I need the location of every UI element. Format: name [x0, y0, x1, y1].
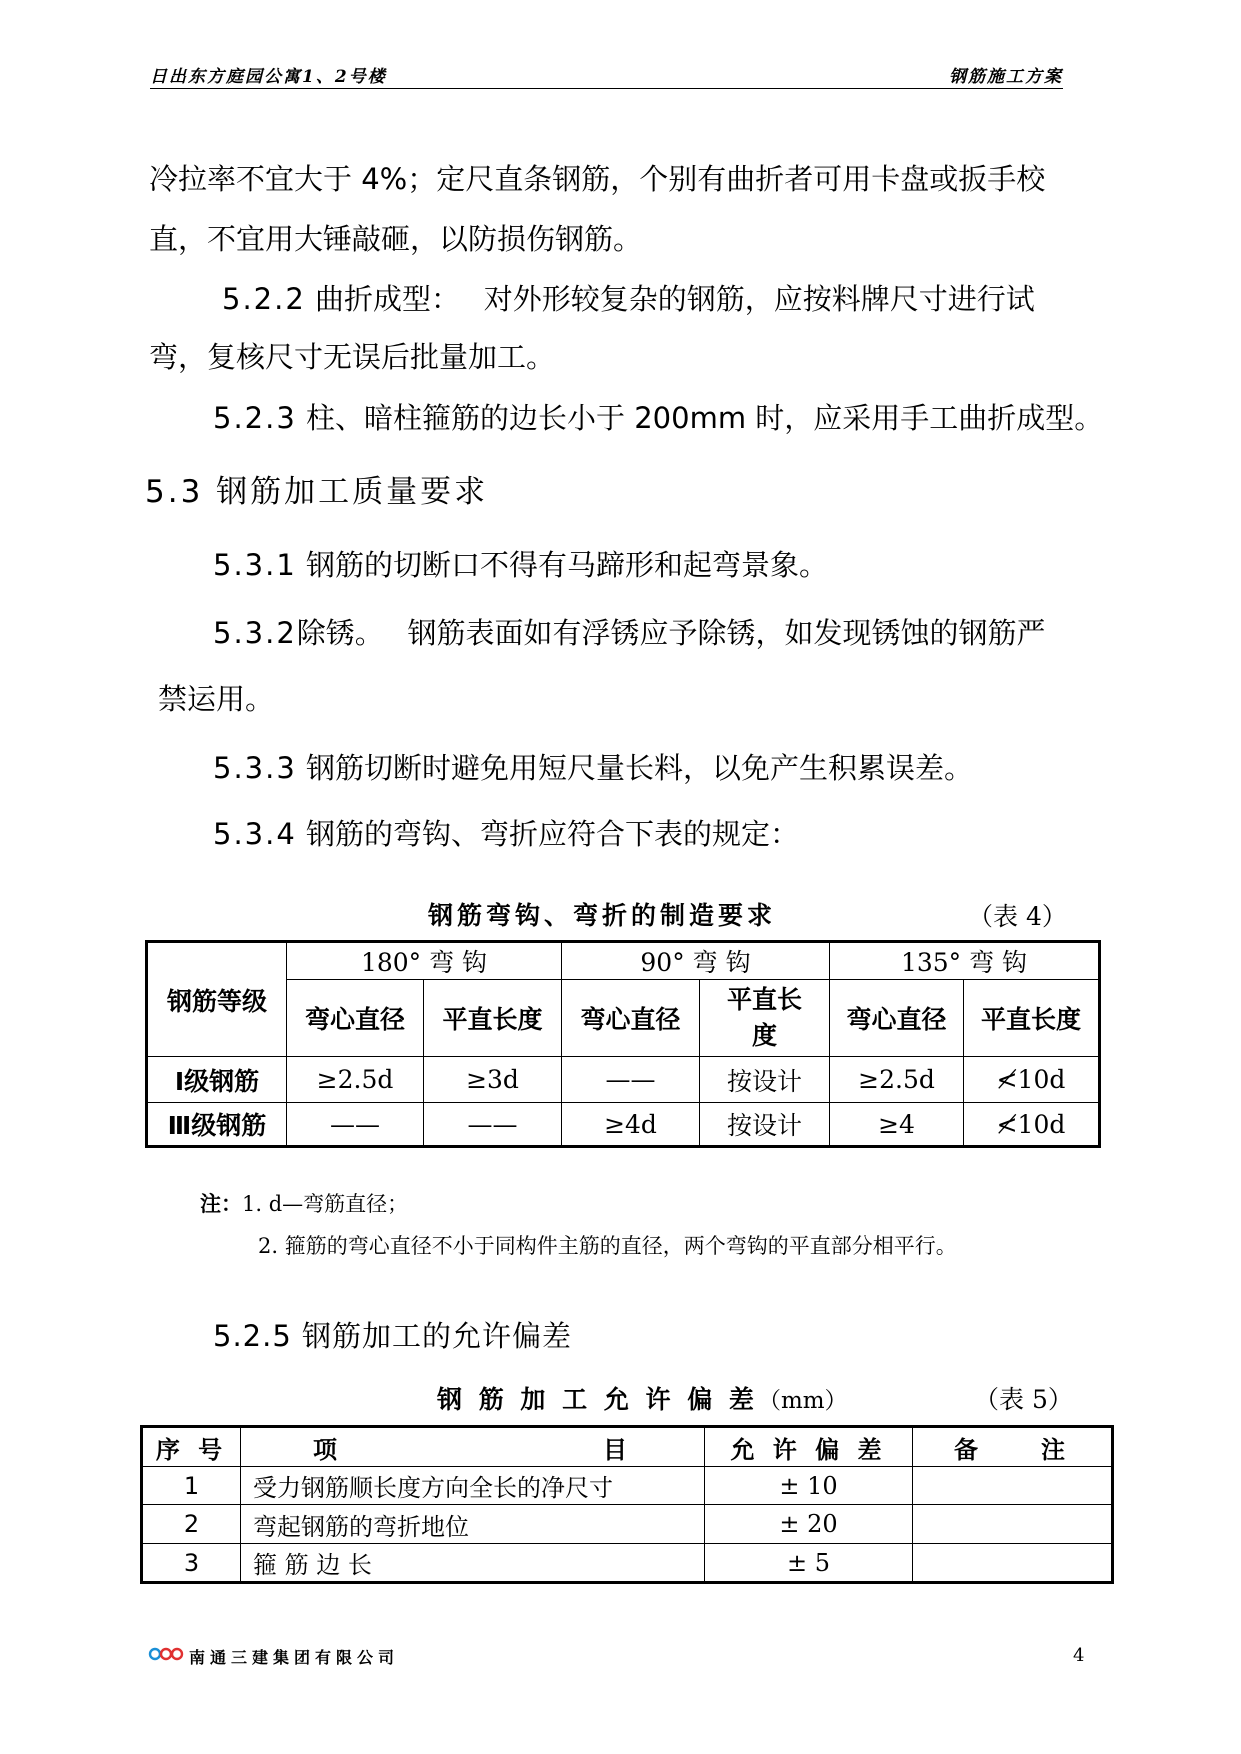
section-number: 5.3.1	[213, 548, 297, 582]
section-5-2-5: 5.2.5 钢筋加工的允许偏差	[213, 1319, 573, 1353]
column-header: 允 许 偏 差	[705, 1427, 913, 1467]
column-header: 平直长度	[424, 980, 562, 1057]
table-cell: 按设计	[700, 1057, 830, 1103]
table-row	[147, 1057, 1100, 1103]
table-cell: ≥2.5d	[287, 1057, 424, 1103]
column-header: 弯心直径	[562, 980, 700, 1057]
grade-header: 钢筋等级	[147, 942, 287, 1057]
section-text: 钢筋的弯钩、弯折应符合下表的规定：	[296, 817, 800, 851]
row-item: 箍 筋 边 长	[241, 1544, 705, 1583]
paragraph-line: 弯，复核尺寸无误后批量加工。	[149, 340, 556, 374]
row-tolerance: ± 20	[705, 1505, 913, 1544]
hook-requirements-table	[145, 940, 1101, 1148]
table-cell: ——	[562, 1057, 700, 1103]
header-document-title: 钢筋施工方案	[949, 67, 1063, 87]
table5-caption	[437, 1380, 848, 1416]
table-cell: ≥4	[830, 1103, 964, 1147]
row-number: 1	[142, 1467, 241, 1505]
group-header: 135° 弯 钩	[830, 942, 1100, 980]
note-text: 1. d—弯筋直径；	[242, 1192, 409, 1216]
table-row	[147, 1103, 1100, 1147]
row-remark	[913, 1467, 1113, 1505]
row-number: 2	[142, 1505, 241, 1544]
row-grade: Ⅲ级钢筋	[147, 1103, 287, 1147]
row-grade: Ⅰ级钢筋	[147, 1057, 287, 1103]
footer-company: 南通三建集团有限公司	[189, 1648, 400, 1667]
section-number: 5.3.2	[213, 616, 297, 650]
table4-note-1	[200, 1188, 408, 1218]
processing-tolerance-table	[140, 1425, 1114, 1584]
column-header: 平直长度	[964, 980, 1100, 1057]
row-tolerance: ± 5	[705, 1544, 913, 1583]
column-header: 弯心直径	[287, 980, 424, 1057]
column-header: 备 注	[913, 1427, 1113, 1467]
table-cell: ——	[287, 1103, 424, 1147]
section-number: 5.3.4	[213, 817, 297, 851]
table-cell: ≥3d	[424, 1057, 562, 1103]
table5-unit: （mm）	[757, 1388, 848, 1414]
column-header: 序 号	[142, 1427, 241, 1467]
paragraph-line: 直，不宜用大锤敲砸，以防损伤钢筋。	[149, 222, 643, 256]
table5-title: 钢 筋 加 工 允 许 偏 差	[437, 1385, 758, 1414]
table-cell: 按设计	[700, 1103, 830, 1147]
row-item: 弯起钢筋的弯折地位	[241, 1505, 705, 1544]
section-5-3-4	[213, 805, 799, 863]
section-5-3-1	[213, 536, 828, 594]
group-header: 90° 弯 钩	[562, 942, 830, 980]
table-cell: ≥4d	[562, 1103, 700, 1147]
header-project-name: 日出东方庭园公寓1、2号楼	[150, 67, 387, 87]
table-cell: ≮10d	[964, 1103, 1100, 1147]
table-row	[142, 1467, 1113, 1505]
company-logo-icon	[148, 1645, 184, 1663]
row-number: 3	[142, 1544, 241, 1583]
table-cell: ——	[424, 1103, 562, 1147]
column-header: 项 目	[241, 1427, 705, 1467]
row-tolerance: ± 10	[705, 1467, 913, 1505]
table-cell: ≥2.5d	[830, 1057, 964, 1103]
section-number: 5.2.2	[222, 282, 306, 316]
section-text: 曲折成型： 对外形较复杂的钢筋，应按料牌尺寸进行试	[305, 282, 1035, 316]
section-5-2-3	[213, 389, 1103, 447]
header-divider	[150, 88, 1063, 89]
column-header: 弯心直径	[830, 980, 964, 1057]
column-header: 平直长 度	[700, 980, 830, 1057]
page-number: 4	[1073, 1645, 1085, 1666]
section-5-2-2	[222, 270, 1035, 328]
section-number: 5.2.3	[213, 401, 297, 435]
paragraph-line: 禁运用。	[158, 682, 275, 716]
table4-caption: 钢筋弯钩、弯折的制造要求	[428, 901, 777, 930]
group-header: 180° 弯 钩	[287, 942, 562, 980]
section-5-3-2	[213, 604, 1046, 662]
table4-number: （表 4）	[968, 902, 1067, 931]
section-number: 5.3.3	[213, 751, 297, 785]
table5-number: （表 5）	[974, 1385, 1073, 1414]
row-remark	[913, 1544, 1113, 1583]
table4-note-2: 2. 箍筋的弯心直径不小于同构件主筋的直径，两个弯钩的平直部分相平行。	[258, 1234, 957, 1258]
section-text: 柱、暗柱箍筋的边长小于 200mm 时，应采用手工曲折成型。	[296, 401, 1104, 435]
note-label: 注：	[200, 1192, 242, 1216]
section-text: 钢筋切断时避免用短尺量长料，以免产生积累误差。	[296, 751, 974, 785]
section-text: 除锈。 钢筋表面如有浮锈应予除锈，如发现锈蚀的钢筋严	[296, 616, 1046, 650]
table-cell: ≮10d	[964, 1057, 1100, 1103]
table-row	[142, 1505, 1113, 1544]
row-item: 受力钢筋顺长度方向全长的净尺寸	[241, 1467, 705, 1505]
section-heading-5-3: 5.3 钢筋加工质量要求	[145, 474, 489, 510]
row-remark	[913, 1505, 1113, 1544]
section-5-3-3	[213, 739, 973, 797]
paragraph-line: 冷拉率不宜大于 4%；定尺直条钢筋，个别有曲折者可用卡盘或扳手校	[149, 162, 1046, 196]
section-text: 钢筋的切断口不得有马蹄形和起弯景象。	[296, 548, 829, 582]
table-row	[142, 1544, 1113, 1583]
